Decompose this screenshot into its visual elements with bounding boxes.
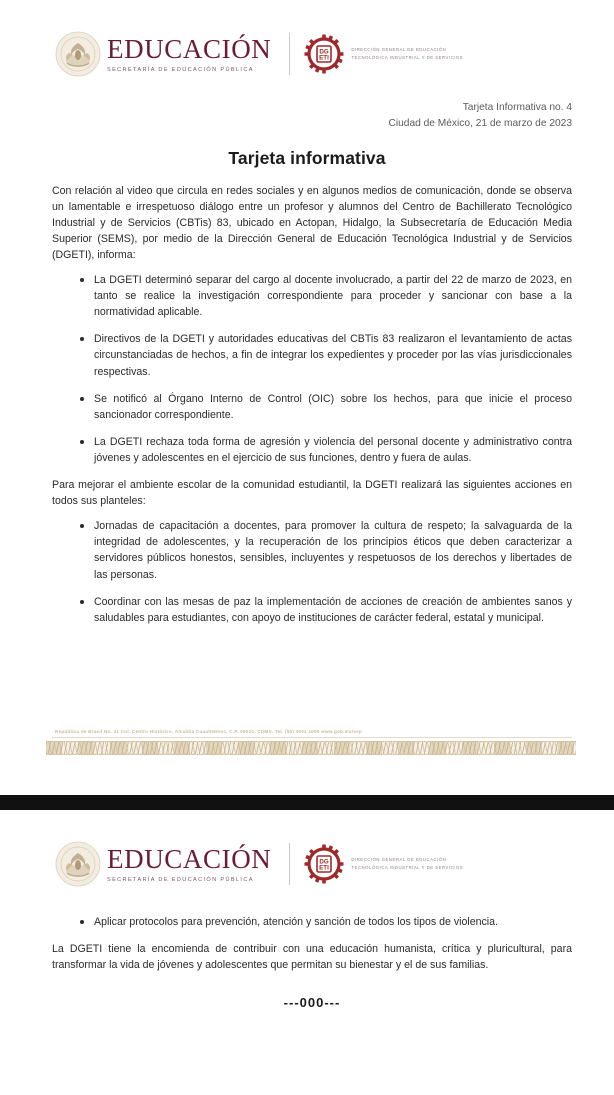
list-item: Se notificó al Órgano Interno de Control (OIC) sobre los hechos, para que inicie el proceso sancionador correspondiente. (80, 391, 572, 423)
intro-paragraph: Con relación al video que circula en redes sociales y en algunos medios de comunicación, donde se observa un lamentable e irrespetuoso diálogo entre un profesor y alumnos del Centro de Bachillerato Tecnológico Industrial y de Servicios (CBTis) 83, ubicado en Actopan, Hidalgo, la Subsecretaría de Educación Media Superior (SEMS), por medio de la Dirección General de Educación Tecnológica Industrial y de Servicios (DGETI), informa: (52, 184, 572, 261)
document-page-two (0, 810, 614, 1095)
place-date: Ciudad de México, 21 de marzo de 2023 (388, 117, 572, 129)
mid-paragraph: Para mejorar el ambiente escolar de la comunidad estudiantil, la DGETI realizará las siguientes acciones en todos sus planteles: (52, 479, 572, 508)
education-title: EDUCACIÓN (107, 843, 272, 874)
footer-address: República de Brasil No. 31 Col. Centro Histórico, Alcaldía Cuauhtémoc, C.P. 06020, CDMX. Tel. (55) 3601 1000 www.gob.mx/sep (55, 729, 362, 734)
footer-ornament-band (46, 741, 576, 755)
list-item: Directivos de la DGETI y autoridades educativas del CBTis 83 realizaron el levantamiento de actas circunstanciadas de hechos, a fin de integrar los expedientes y proceder por las vías jurisdiccionales respectivas. (80, 331, 572, 379)
mexican-eagle-emblem-icon (55, 841, 101, 887)
dgeti-line-2: TECNOLÓGICA INDUSTRIAL Y DE SERVICIOS (351, 55, 464, 60)
page-one-content (0, 183, 614, 626)
bullet-list-first (52, 272, 572, 466)
gear-icon (304, 844, 344, 884)
dgeti-line-1: DIRECCIÓN GENERAL DE EDUCACIÓN (351, 857, 447, 863)
page-two-content (0, 914, 614, 1010)
masthead-divider (289, 33, 290, 75)
svg-text:DG: DG (319, 48, 330, 56)
closing-paragraph: La DGETI tiene la encomienda de contribuir con una educación humanista, crítica y pluricultural, para transformar la vida de jóvenes y adolescentes que permitan su bienestar y el de sus familias. (52, 943, 572, 972)
page-one-footer (0, 729, 614, 755)
dgeti-logo (304, 34, 463, 74)
masthead (0, 0, 614, 82)
page-separator (0, 795, 614, 810)
list-item: La DGETI determinó separar del cargo al docente involucrado, a partir del 22 de marzo de 2023, en tanto se realice la investigación correspondiente para proceder y sancionar con base a la normatividad aplicable. (80, 272, 572, 320)
end-mark: ---000--- (283, 995, 341, 1011)
education-title: EDUCACIÓN (107, 33, 272, 64)
document-meta (0, 100, 614, 132)
dgeti-line-1: DIRECCIÓN GENERAL DE EDUCACIÓN (351, 47, 447, 53)
bullet-list-second (52, 518, 572, 626)
footer-rule (52, 737, 572, 738)
dgeti-wordmark (351, 47, 463, 60)
page-title: Tarjeta informativa (228, 147, 386, 168)
list-item: Aplicar protocolos para prevención, atención y sanción de todos los tipos de violencia. (80, 914, 572, 930)
masthead-divider (289, 843, 290, 885)
dgeti-line-2: TECNOLÓGICA INDUSTRIAL Y DE SERVICIOS (351, 865, 464, 870)
card-number: Tarjeta Informativa no. 4 (462, 102, 572, 113)
dgeti-wordmark (351, 857, 463, 870)
svg-text:ETI: ETI (319, 864, 330, 872)
masthead-page-two (0, 810, 614, 892)
gear-icon (304, 34, 344, 74)
education-subtitle: SECRETARÍA DE EDUCACIÓN PÚBLICA (107, 876, 254, 883)
list-item: Coordinar con las mesas de paz la implementación de acciones de creación de ambientes sanos y saludables para estudiantes, con apoyo de instituciones de carácter federal, estatal y municipal. (80, 594, 572, 626)
mexican-eagle-emblem-icon (55, 31, 101, 77)
education-wordmark (107, 843, 272, 883)
education-wordmark (107, 33, 272, 73)
svg-text:ETI: ETI (319, 54, 330, 62)
svg-text:DG: DG (319, 858, 330, 866)
dgeti-logo (304, 844, 463, 884)
education-subtitle: SECRETARÍA DE EDUCACIÓN PÚBLICA (107, 66, 254, 73)
list-item: La DGETI rechaza toda forma de agresión y violencia del personal docente y administrativo contra jóvenes y adolescentes en el ejercicio de sus funciones, dentro y fuera de aulas. (80, 434, 572, 466)
list-item: Jornadas de capacitación a docentes, para promover la cultura de respeto; la salvaguarda de la integridad de adolescentes, y la recuperación de los principios éticos que deben caracterizar a servidores públicos honestos, sensibles, incluyentes y respetuosos de los derechos y libertades de las personas. (80, 518, 572, 582)
bullet-list-page-two (52, 914, 572, 930)
